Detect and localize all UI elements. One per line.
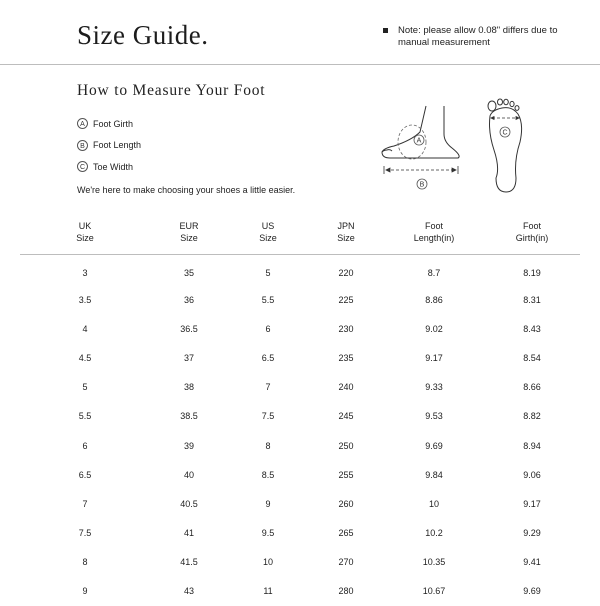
legend-marker-c-icon: C: [77, 161, 88, 172]
cell-foot-length: 9.84: [425, 469, 443, 480]
table-row: [20, 343, 580, 372]
cell-eur: 38.5: [180, 411, 198, 422]
cell-uk: 3: [82, 268, 88, 278]
cell-foot-length: 8.86: [425, 294, 443, 305]
cell-foot-girth: 9.41: [523, 557, 541, 568]
cell-eur: 40.5: [180, 498, 198, 509]
cell-jpn: 265: [338, 528, 354, 539]
column-header-foot-girth: Foot Girth(in): [515, 221, 549, 243]
cell-us: 8.5: [261, 469, 275, 480]
cell-jpn: 225: [338, 294, 354, 305]
column-header-uk: UK Size: [76, 221, 94, 243]
cell-us: 5.5: [261, 294, 275, 305]
cell-uk: 5.5: [78, 411, 92, 422]
cell-foot-length: 10.67: [422, 586, 446, 597]
table-row: [20, 460, 580, 489]
column-header-jpn: JPN Size: [337, 221, 355, 243]
table-row: [20, 489, 580, 518]
cell-uk: 3.5: [78, 294, 92, 305]
size-chart-table: [20, 220, 580, 606]
legend-item-toe-width: [77, 156, 141, 178]
legend-marker-b-icon: B: [77, 140, 88, 151]
note-bullet-icon: [383, 28, 388, 33]
cell-uk: 9: [82, 586, 88, 597]
cell-eur: 36.5: [180, 323, 198, 334]
cell-foot-length: 10.35: [422, 557, 446, 568]
length-arrow: [384, 166, 458, 174]
cell-jpn: 250: [338, 440, 354, 451]
legend-marker-a-icon: A: [77, 118, 88, 129]
legend-item-foot-girth: [77, 113, 141, 135]
marker-c-label: C: [502, 129, 508, 137]
cell-foot-girth: 8.31: [523, 294, 541, 305]
cell-jpn: 220: [338, 268, 354, 278]
cell-foot-girth: 9.69: [523, 586, 541, 597]
table-row: [20, 314, 580, 343]
cell-foot-length: 9.02: [425, 323, 443, 334]
cell-jpn: 270: [338, 557, 354, 568]
cell-uk: 7.5: [78, 528, 92, 539]
cell-uk: 6: [82, 440, 88, 451]
cell-foot-length: 10.2: [425, 528, 443, 539]
cell-us: 5: [265, 268, 271, 278]
cell-foot-girth: 8.43: [523, 323, 541, 334]
legend-label: Toe Width: [93, 161, 134, 172]
cell-us: 9: [265, 498, 271, 509]
side-foot-icon: [382, 106, 459, 158]
cell-eur: 41.5: [180, 557, 198, 568]
cell-eur: 40: [183, 469, 194, 480]
table-row: [20, 577, 580, 606]
cell-jpn: 280: [338, 586, 354, 597]
foot-measurement-illustration: [378, 98, 578, 198]
cell-jpn: 255: [338, 469, 354, 480]
cell-eur: 35: [183, 268, 194, 278]
cell-eur: 38: [183, 382, 194, 393]
intro-text: We're here to make choosing your shoes a little easier.: [77, 185, 296, 195]
table-header-row: [20, 220, 580, 255]
cell-us: 11: [263, 586, 273, 597]
legend-item-foot-length: [77, 135, 141, 157]
cell-uk: 6.5: [78, 469, 92, 480]
cell-foot-girth: 8.19: [523, 268, 541, 278]
section-title: How to Measure Your Foot: [77, 82, 266, 99]
toe-width-arrow: [491, 117, 519, 120]
cell-uk: 4: [82, 323, 88, 334]
cell-us: 9.5: [261, 528, 275, 539]
cell-foot-girth: 9.29: [523, 528, 541, 539]
cell-foot-length: 9.33: [425, 382, 443, 393]
cell-eur: 36: [183, 294, 194, 305]
cell-foot-girth: 8.82: [523, 411, 541, 422]
cell-eur: 43: [183, 586, 194, 597]
cell-jpn: 230: [338, 323, 354, 334]
legend-label: Foot Girth: [93, 118, 134, 129]
marker-b-label: B: [419, 181, 425, 189]
cell-foot-length: 9.53: [425, 411, 443, 422]
cell-uk: 7: [82, 498, 88, 509]
cell-uk: 8: [82, 557, 88, 568]
table-row: [20, 255, 580, 286]
header-divider: [0, 64, 600, 65]
marker-a-label: A: [416, 137, 422, 145]
column-header-foot-length: Foot Length(in): [413, 221, 455, 243]
cell-uk: 5: [82, 382, 88, 393]
cell-foot-girth: 9.06: [523, 469, 541, 480]
cell-us: 6.5: [261, 352, 275, 363]
table-row: [20, 373, 580, 402]
cell-us: 6: [265, 323, 271, 334]
measurement-legend: [77, 113, 141, 178]
cell-jpn: 260: [338, 498, 354, 509]
column-header-eur: EUR Size: [179, 221, 199, 243]
legend-label: Foot Length: [93, 140, 142, 151]
cell-uk: 4.5: [78, 352, 92, 363]
cell-us: 7.5: [261, 411, 275, 422]
cell-foot-girth: 8.66: [523, 382, 541, 393]
cell-foot-girth: 8.94: [523, 440, 541, 451]
cell-us: 8: [265, 440, 271, 451]
table-row: [20, 431, 580, 460]
cell-eur: 37: [183, 352, 194, 363]
cell-jpn: 245: [338, 411, 354, 422]
page-title: Size Guide.: [77, 20, 209, 50]
cell-jpn: 235: [338, 352, 354, 363]
sole-foot-icon: [488, 99, 522, 192]
cell-foot-length: 8.7: [427, 268, 441, 278]
cell-foot-length: 9.17: [425, 352, 443, 363]
measurement-note: Note: please allow 0.08" differs due to manual measurement: [398, 25, 558, 48]
cell-eur: 41: [183, 528, 194, 539]
table-row: [20, 519, 580, 548]
cell-jpn: 240: [338, 382, 354, 393]
cell-foot-girth: 9.17: [523, 498, 541, 509]
cell-us: 10: [262, 557, 273, 568]
cell-foot-length: 10: [428, 498, 439, 509]
cell-us: 7: [265, 382, 271, 393]
table-row: [20, 402, 580, 431]
cell-foot-length: 9.69: [425, 440, 443, 451]
table-row: [20, 285, 580, 314]
table-row: [20, 548, 580, 577]
cell-foot-girth: 8.54: [523, 352, 541, 363]
cell-eur: 39: [183, 440, 194, 451]
column-header-us: US Size: [259, 221, 277, 243]
